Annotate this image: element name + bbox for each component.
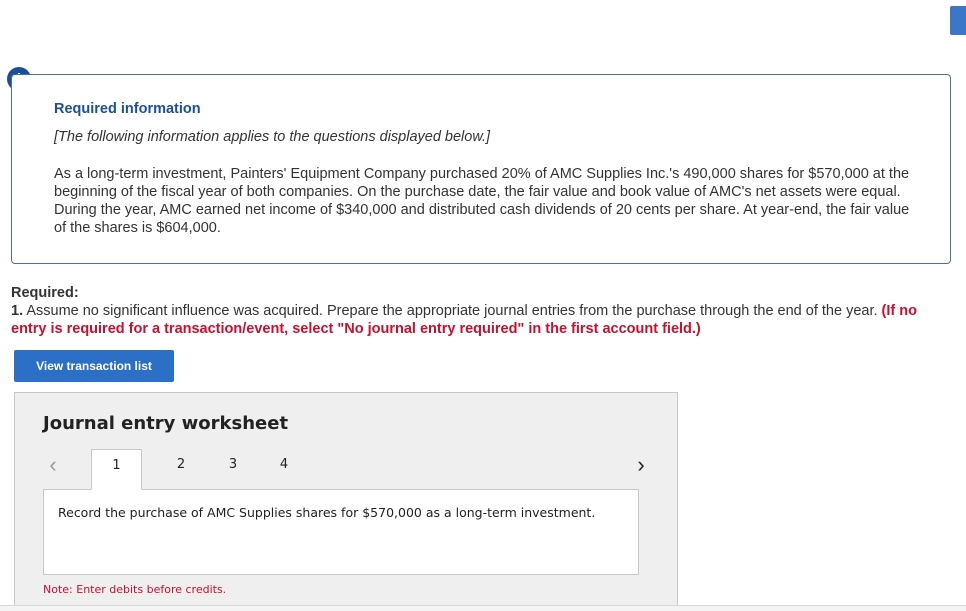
chevron-right-icon[interactable]: › bbox=[637, 452, 645, 477]
required-item bbox=[11, 302, 941, 338]
required-heading: Required: bbox=[11, 285, 79, 301]
entry-description-box bbox=[43, 489, 639, 575]
entry-description: Record the purchase of AMC Supplies shares for $570,000 as a long-term investment. bbox=[58, 505, 596, 520]
required-information-box bbox=[11, 74, 951, 264]
view-transaction-list-button[interactable]: View transaction list bbox=[14, 350, 174, 382]
debit-credit-note: Note: Enter debits before credits. bbox=[43, 583, 227, 596]
worksheet-tab-4[interactable]: 4 bbox=[279, 457, 289, 472]
info-title: Required information bbox=[54, 101, 201, 117]
chevron-left-icon[interactable]: ‹ bbox=[49, 452, 57, 477]
required-section bbox=[11, 284, 941, 338]
worksheet-title: Journal entry worksheet bbox=[43, 413, 289, 434]
worksheet-tab-1[interactable]: 1 bbox=[91, 449, 142, 490]
journal-entry-worksheet bbox=[14, 392, 678, 611]
info-body: As a long-term investment, Painters' Equipment Company purchased 20% of AMC Supplies Inc.'s 490,000 shares for $570,000 at the beginning of the fiscal year of both companies. On the purchase date, the fair value and book value of AMC's net assets were equal. During the year, AMC earned net income of $340,000 and distributed cash dividends of 20 cents per share. At year-end, the fair value of the shares is $604,000. bbox=[54, 166, 910, 236]
bottom-bar bbox=[0, 605, 966, 611]
worksheet-tab-2[interactable]: 2 bbox=[176, 457, 186, 472]
worksheet-tab-3[interactable]: 3 bbox=[228, 457, 238, 472]
side-panel-tab[interactable] bbox=[950, 6, 966, 35]
required-instruction: (If no entry is required for a transaction/event, select "No journal entry required" in the first account field.) bbox=[11, 303, 917, 337]
required-text: Assume no significant influence was acquired. Prepare the appropriate journal entries from the purchase through the end of the year. bbox=[26, 303, 878, 319]
info-subtitle: [The following information applies to the questions displayed below.] bbox=[54, 129, 491, 145]
required-number: 1. bbox=[11, 303, 24, 319]
